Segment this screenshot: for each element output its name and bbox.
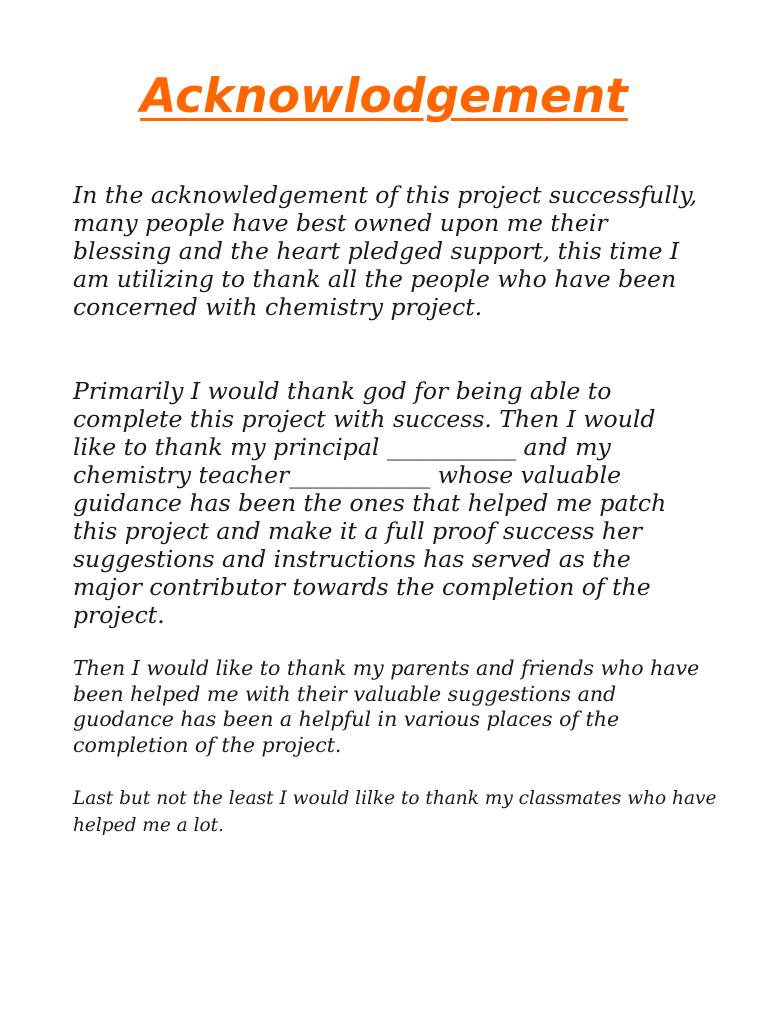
paragraph-principal-teacher: Primarily I would thank god for being able to complete this project with success. Then I would like to thank my principal ___________ and my chemistry teacher____________ whose valuable guidance has been the ones that helped me patch this project and make it a full proof success her suggestions and instructions has served as the major contributor towards the completion of the project. <box>73 377 667 629</box>
paragraph-intro: In the acknowledgement of this project successfully, many people have best owned upon me their blessing and the heart pledged support, this time I am utilizing to thank all the people who have been concerned with chemistry project. <box>73 181 697 321</box>
paragraph-classmates: Last but not the least I would lilke to thank my classmates who have helped me a lot. <box>73 788 717 836</box>
document-title: Acknowlodgement <box>140 69 628 124</box>
paragraph-parents-friends: Then I would like to thank my parents and friends who have been helped me with their valuable suggestions and guodance has been a helpful in various places of the completion of the project. <box>73 656 700 757</box>
